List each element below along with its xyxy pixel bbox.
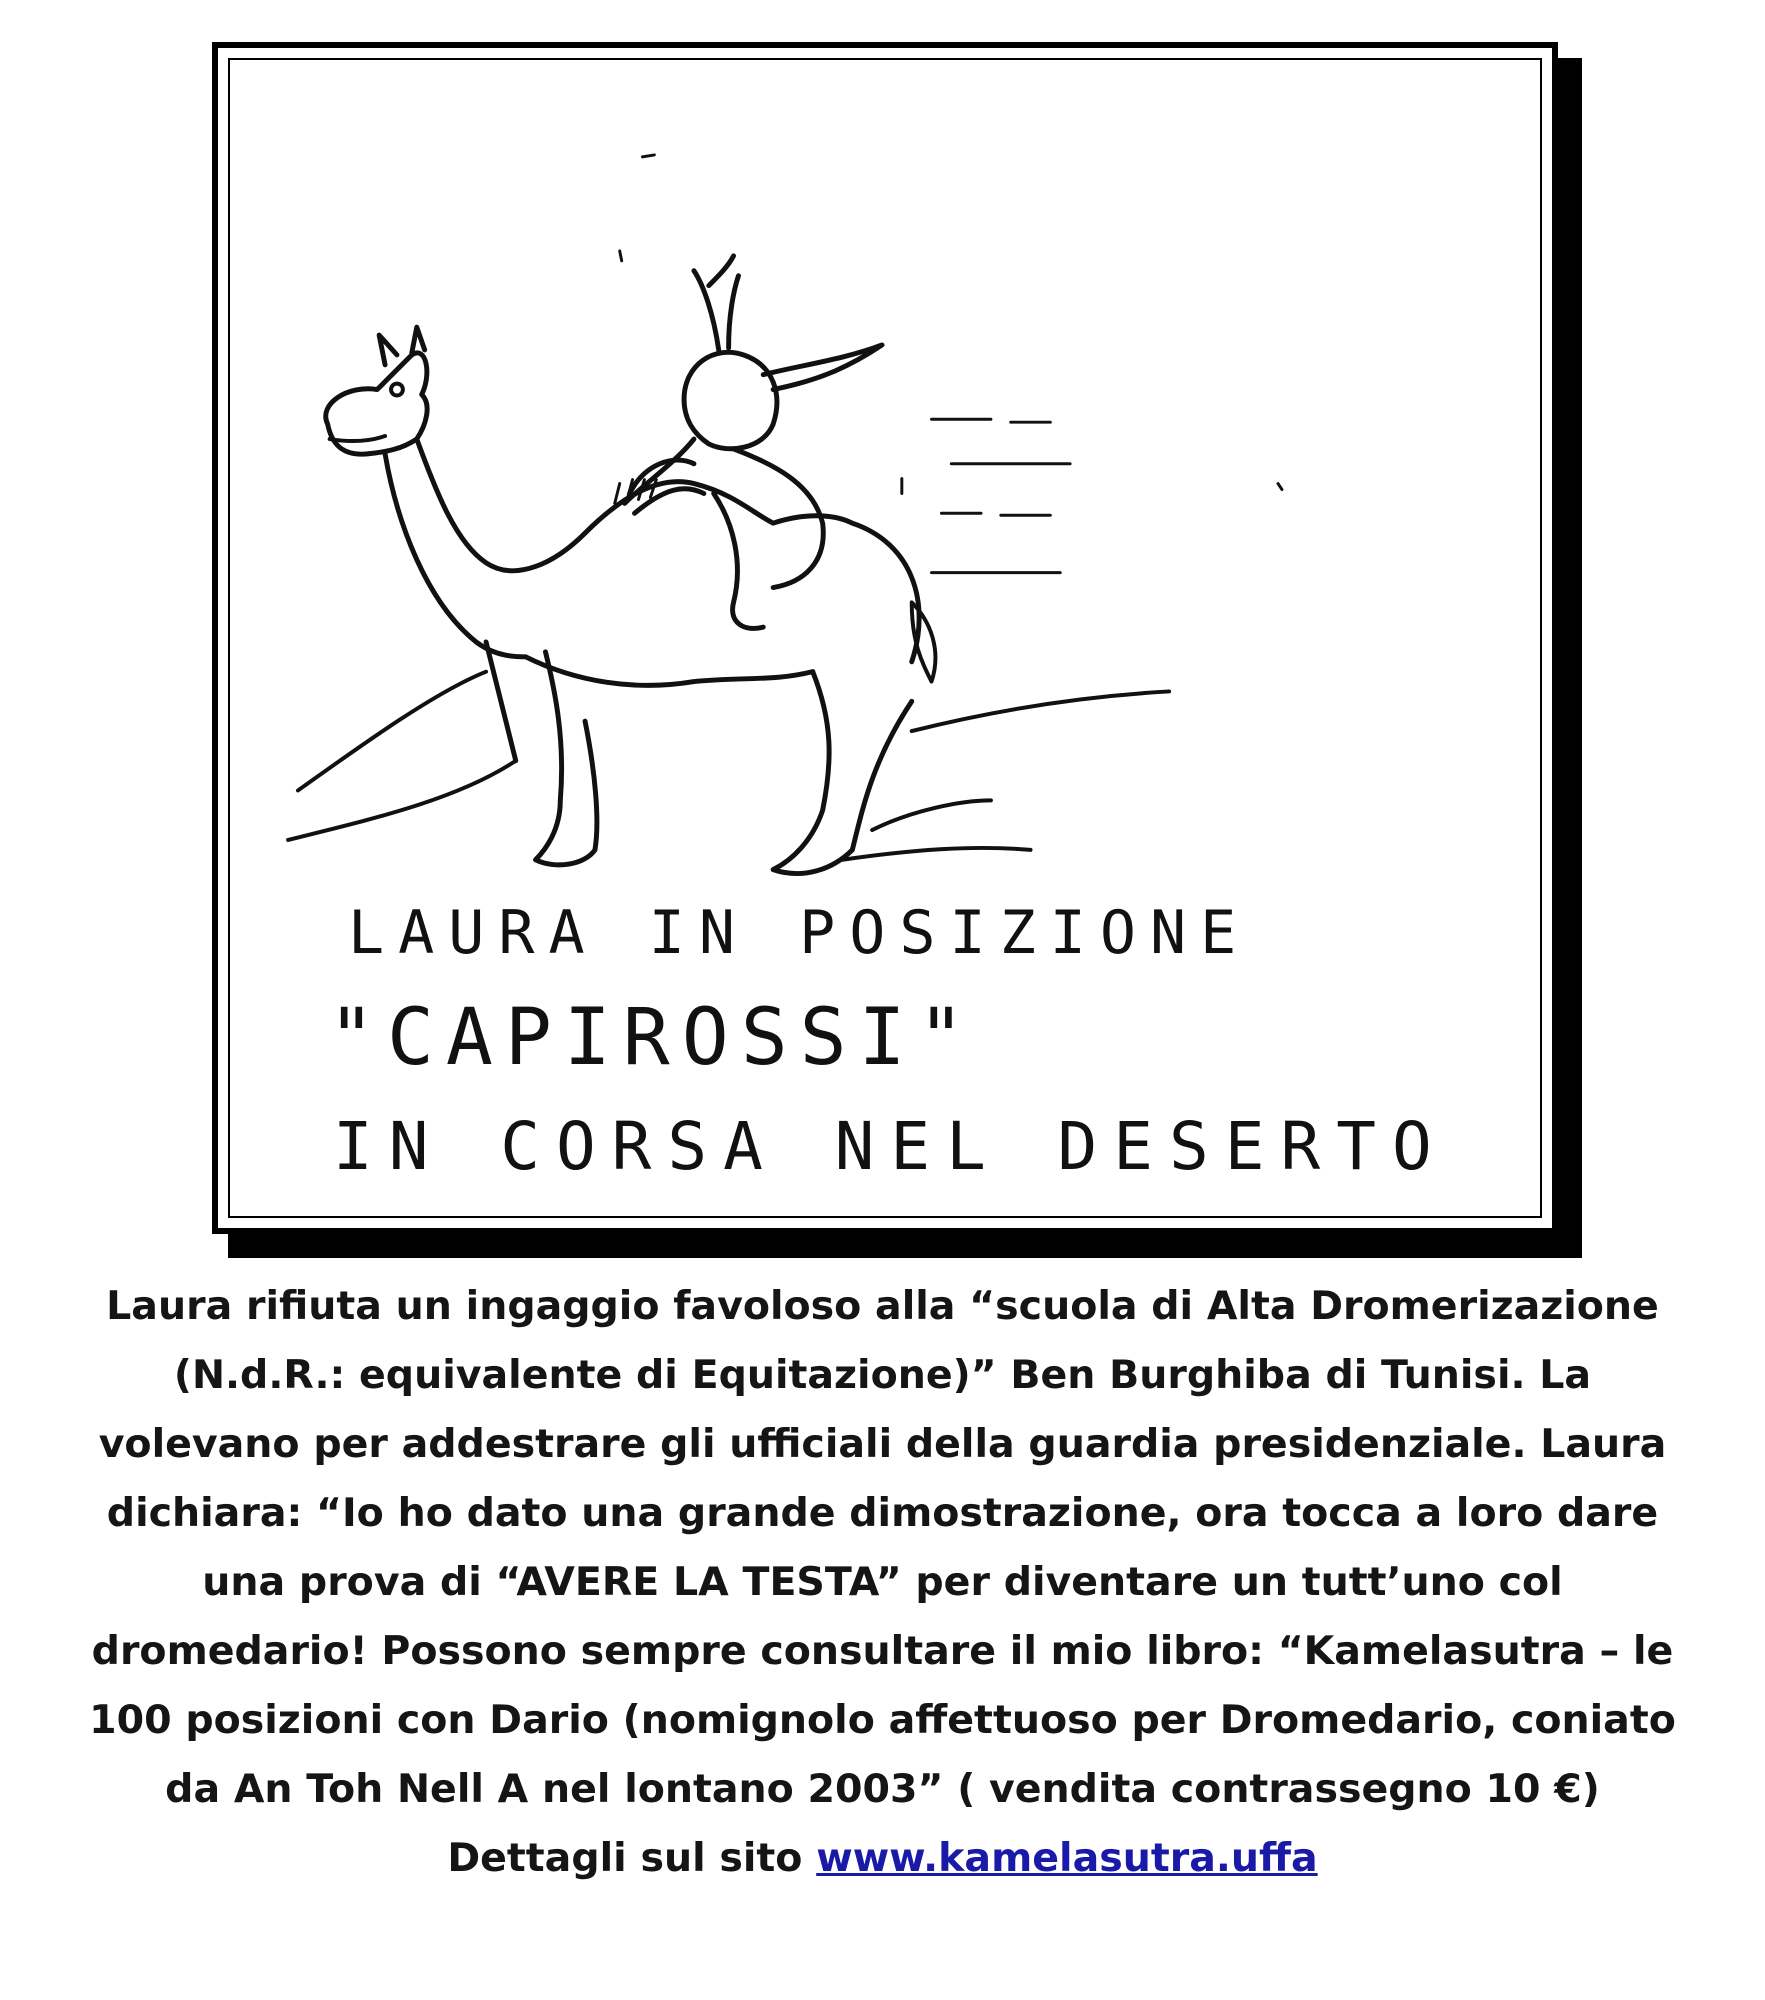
cartoon-caption-line-1: LAURA IN POSIZIONE (348, 898, 1251, 968)
cartoon-panel (212, 42, 1558, 1234)
details-label: Dettagli sul sito (447, 1835, 817, 1881)
desert-dune (298, 672, 486, 791)
desert-dune (912, 691, 1169, 731)
camel-front-leg-2 (486, 642, 516, 761)
caption-line: volevano per addestrare gli ufficiali della guardia presidenziale. Laura (98, 1421, 1667, 1467)
rider-scarf (763, 345, 882, 390)
article-caption (20, 1272, 1745, 1893)
cartoon-caption-line-3: IN CORSA NEL DESERTO (333, 1108, 1448, 1185)
camel-tail (912, 602, 936, 681)
rider-head (684, 352, 777, 448)
caption-line: Laura rifiuta un ingaggio favoloso alla “scuola di Alta Dromerizazione (106, 1283, 1659, 1329)
caption-line: 100 posizioni con Dario (nomignolo affettuoso per Dromedario, coniato (89, 1697, 1676, 1743)
camel-neck (417, 439, 585, 571)
caption-last-line (20, 1824, 1745, 1893)
caption-line: dichiara: “Io ho dato una grande dimostrazione, ora tocca a loro dare (106, 1490, 1659, 1536)
camel-back-leg (773, 672, 912, 874)
caption-line: una prova di “AVERE LA TESTA” per diventare un tutt’uno col (202, 1559, 1563, 1605)
camel-eye (391, 384, 403, 396)
camel-body (585, 482, 919, 662)
cartoon-caption-line-2: "CAPIROSSI" (328, 993, 977, 1083)
camel-front-leg (536, 652, 597, 865)
rider-hair (694, 256, 739, 350)
desert-dune (872, 800, 991, 830)
desert-dune (842, 848, 1030, 860)
camel-mouth (330, 436, 385, 441)
stray-mark (620, 155, 655, 261)
camel-neck-front (385, 454, 526, 657)
website-link[interactable]: www.kamelasutra.uffa (816, 1835, 1318, 1881)
caption-line: da An Toh Nell A nel lontano 2003” ( vendita contrassegno 10 €) (165, 1766, 1600, 1812)
camel-ear-1 (379, 335, 397, 365)
caption-line: (N.d.R.: equivalente di Equitazione)” Ben Burghiba di Tunisi. La (173, 1352, 1592, 1398)
stray-mark (1278, 484, 1282, 490)
camel-ear-2 (412, 327, 425, 353)
caption-line: dromedario! Possono sempre consultare il mio libro: “Kamelasutra – le (91, 1628, 1674, 1674)
camel-belly (526, 657, 813, 686)
